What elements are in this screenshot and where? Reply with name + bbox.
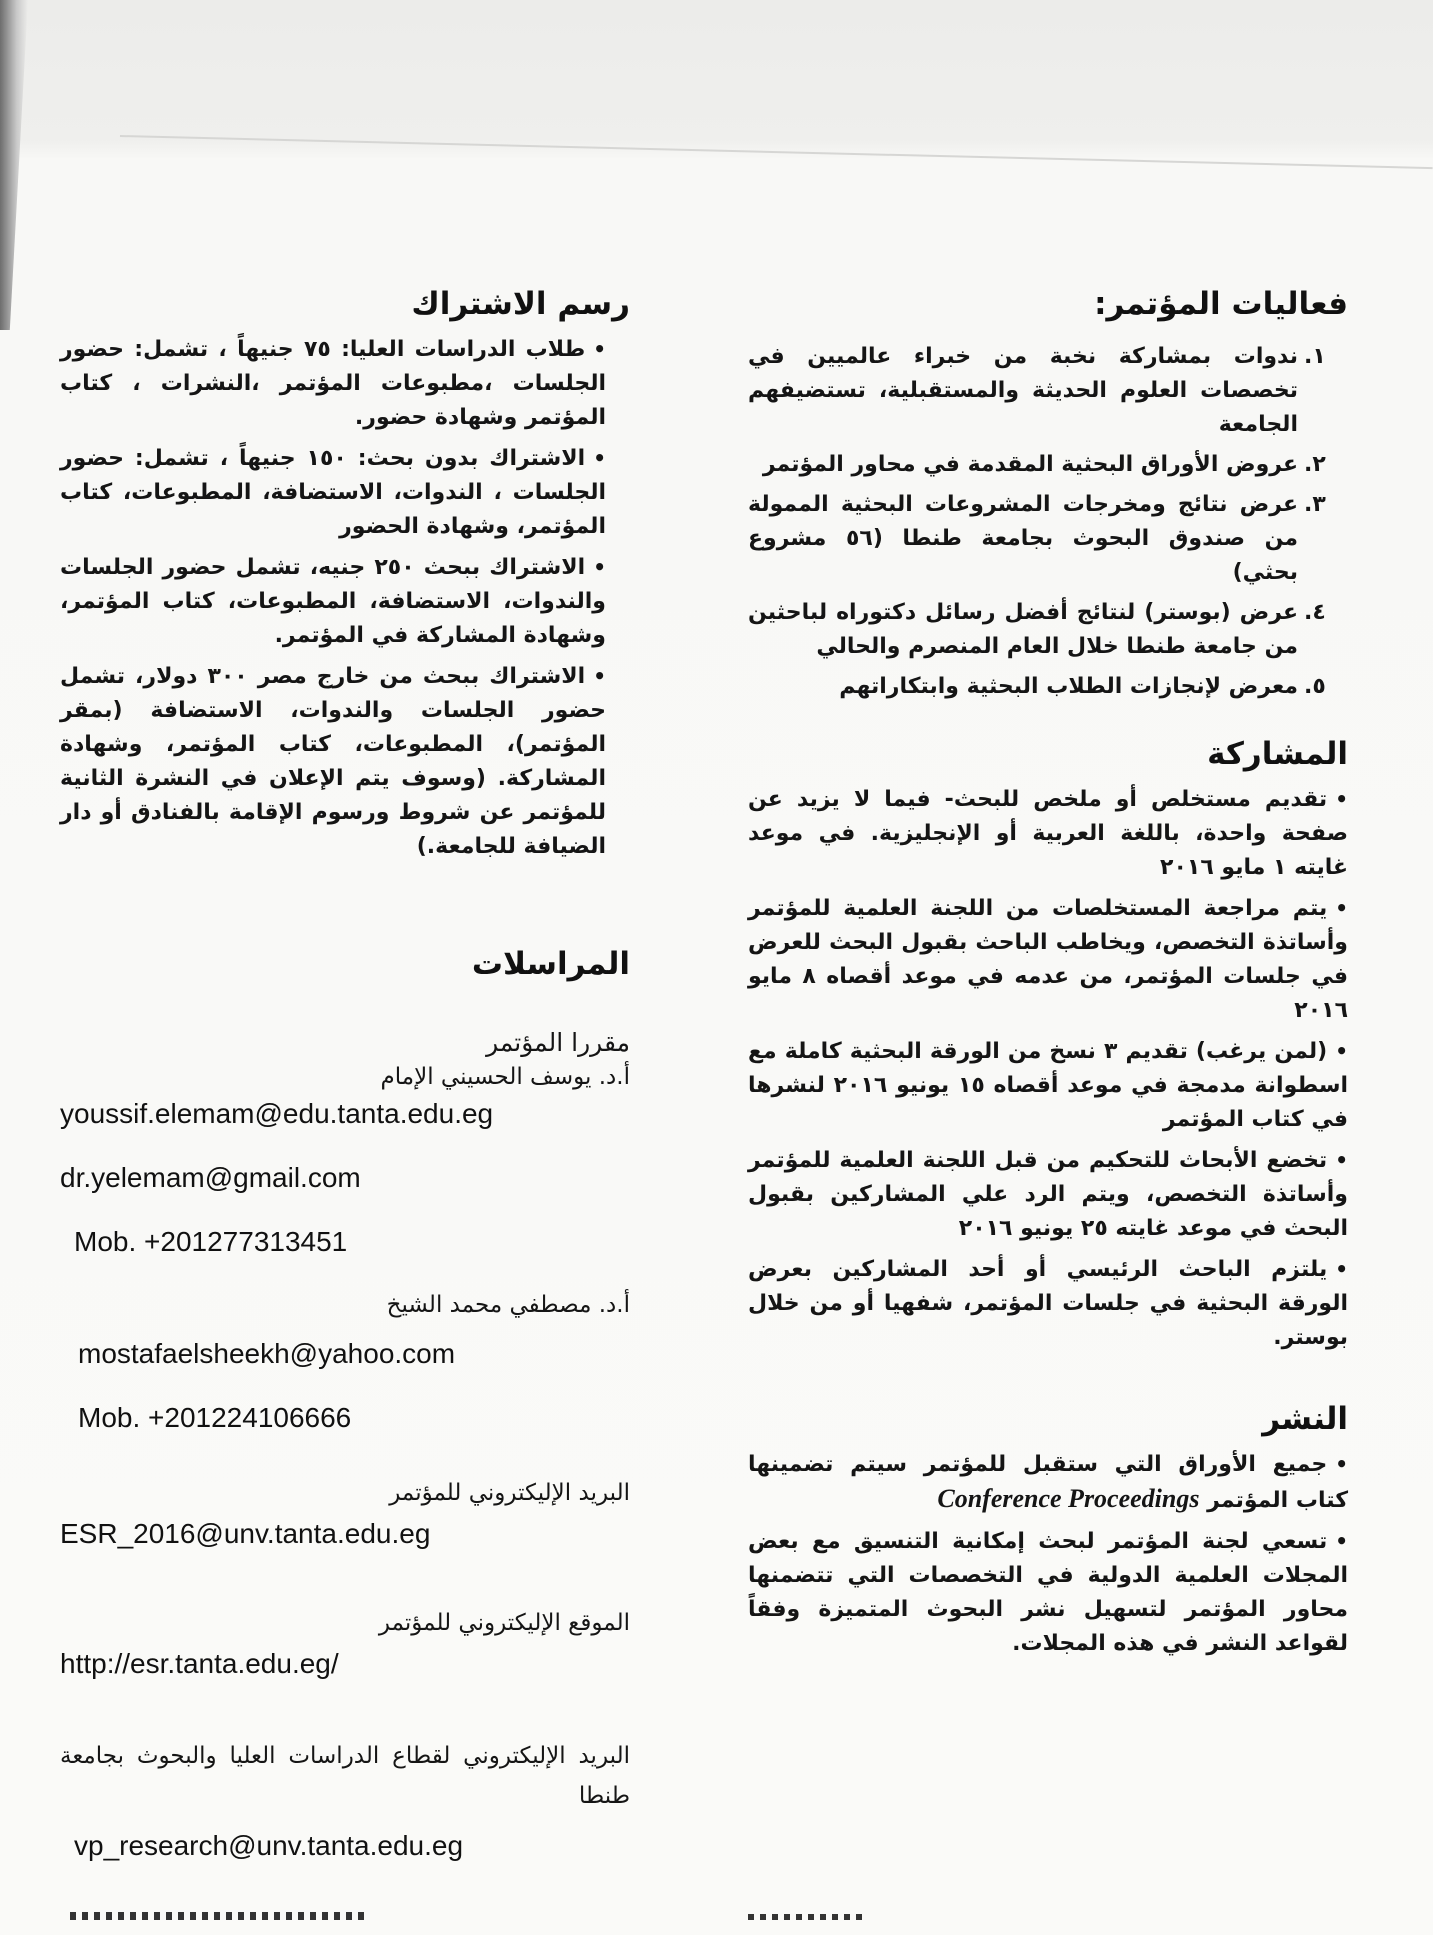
correspondence-heading: المراسلات <box>471 946 630 982</box>
activity-item <box>748 448 1326 482</box>
conference-website: http://esr.tanta.edu.eg/ <box>60 1648 339 1679</box>
fee-item: • الاشتراك ببحث ٢٥٠ جنيه، تشمل حضور الجلسات والندوات، الاستضافة، المطبوعات، كتاب المؤتمر، وشهادة المشاركة في المؤتمر. <box>60 550 630 653</box>
publishing-heading: النشر <box>1262 1401 1348 1437</box>
fees-heading: رسم الاشتراك <box>411 286 630 322</box>
activity-text: عروض الأوراق البحثية المقدمة في محاور المؤتمر <box>762 452 1298 477</box>
item-number: ٤. <box>1304 600 1326 625</box>
publishing-text: جميع الأوراق التي ستقبل للمؤتمر سيتم تضمينها كتاب المؤتمر <box>748 1452 1348 1513</box>
conference-email: ESR_2016@unv.tanta.edu.eg <box>60 1518 431 1549</box>
activity-text: معرض لإنجازات الطلاب البحثية وابتكاراتهم <box>839 674 1298 699</box>
fee-item: • طلاب الدراسات العليا: ٧٥ جنيهاً ، تشمل: حضور الجلسات ،مطبوعات المؤتمر ،النشرات ، كتاب المؤتمر وشهادة حضور. <box>60 332 630 435</box>
activities-heading: فعاليات المؤتمر: <box>1094 286 1348 322</box>
page-edge-shadow <box>0 0 28 330</box>
activities-list <box>748 340 1348 704</box>
participation-list <box>748 782 1348 1355</box>
publishing-item <box>748 1447 1348 1518</box>
publishing-item: • تسعي لجنة المؤتمر لبحث إمكانية التنسيق مع بعض المجلات العلمية الدولية في التخصصات التي تتضمنها محاور المؤتمر لتسهيل نشر البحوث المتميزة وفقاً لقواعد النشر في هذه المجلات. <box>748 1524 1348 1661</box>
rapporteur-2-email: mostafaelsheekh@yahoo.com <box>78 1338 456 1369</box>
activity-item <box>748 596 1326 664</box>
left-column <box>60 282 630 1892</box>
activity-text: عرض نتائج ومخرجات المشروعات البحثية الممولة من صندوق البحوث بجامعة طنطا (٥٦ مشروع بحثي) <box>748 492 1299 585</box>
conference-email-label: البريد الإليكتروني للمؤتمر <box>389 1480 630 1506</box>
activity-text: ندوات بمشاركة نخبة من خبراء عالميين في تخصصات العلوم الحديثة والمستقبلية، تستضيفهم الجامعة <box>748 344 1298 437</box>
fee-item: • الاشتراك بدون بحث: ١٥٠ جنيهاً ، تشمل: حضور الجلسات ، الندوات، الاستضافة، المطبوعات، كتاب المؤتمر، وشهادة الحضور <box>60 441 630 544</box>
activity-text: عرض (بوستر) لنتائج أفضل رسائل دكتوراه لباحثين من جامعة طنطا خلال العام المنصرم والحالي <box>748 600 1298 659</box>
conference-website-label: الموقع الإليكتروني للمؤتمر <box>378 1610 630 1636</box>
proceedings-term: Conference Proceedings <box>937 1484 1200 1513</box>
participation-item: • تقديم مستخلص أو ملخص للبحث- فيما لا يزيد عن صفحة واحدة، باللغة العربية أو الإنجليزية. في موعد غايته ١ مايو ٢٠١٦ <box>748 782 1348 885</box>
rapporteur-1-email: youssif.elemam@edu.tanta.edu.eg <box>60 1098 494 1129</box>
rapporteur-2-mobile: Mob. +201224106666 <box>78 1402 352 1433</box>
fee-item: • الاشتراك ببحث من خارج مصر ٣٠٠ دولار، تشمل حضور الجلسات والندوات، الاستضافة (بمقر المؤتمر)، المطبوعات، كتاب المؤتمر، وشهادة المشاركة. (وسوف يتم الإعلان في النشرة الثانية للمؤتمر عن شروط ورسوم الإقامة بالفنادق أو دار الضيافة للجامعة.) <box>60 659 630 864</box>
activity-item <box>748 488 1326 590</box>
vp-email-label: البريد الإليكتروني لقطاع الدراسات العليا والبحوث بجامعة طنطا <box>60 1743 630 1809</box>
fold-line <box>120 135 1433 169</box>
participation-item: • تخضع الأبحاث للتحكيم من قبل اللجنة العلمية للمؤتمر وأساتذة التخصص، ويتم الرد علي المشاركين بقبول البحث في موعد غايته ٢٥ يونيو ٢٠١٦ <box>748 1143 1348 1246</box>
footer-decoration <box>748 1914 868 1920</box>
item-number: ٣. <box>1304 492 1326 517</box>
activity-item <box>748 670 1326 704</box>
footer-decoration <box>70 1912 370 1920</box>
participation-item: • يتم مراجعة المستخلصات من اللجنة العلمية للمؤتمر وأساتذة التخصص، ويخاطب الباحث بقبول البحث للعرض في جلسات المؤتمر، من عدمه في موعد أقصاه ٨ مايو ٢٠١٦ <box>748 891 1348 1028</box>
participation-heading: المشاركة <box>1207 736 1348 772</box>
participation-item: • (لمن يرغب) تقديم ٣ نسخ من الورقة البحثية كاملة مع اسطوانة مدمجة في موعد أقصاه ١٥ يونيو ٢٠١٦ لنشرها في كتاب المؤتمر <box>748 1034 1348 1137</box>
vp-email: vp_research@unv.tanta.edu.eg <box>74 1830 464 1861</box>
right-column <box>748 282 1348 1667</box>
rapporteur-2-name: أ.د. مصطفي محمد الشيخ <box>386 1292 630 1318</box>
rapporteur-1-name: أ.د. يوسف الحسيني الإمام <box>380 1064 630 1090</box>
publishing-list <box>748 1447 1348 1661</box>
item-number: ٥. <box>1304 674 1326 699</box>
rapporteur-1-email-2: dr.yelemam@gmail.com <box>60 1162 361 1193</box>
item-number: ١. <box>1304 344 1326 369</box>
rapporteur-1-mobile: Mob. +201277313451 <box>74 1226 348 1257</box>
rapporteurs-label: مقررا المؤتمر <box>486 1028 630 1057</box>
fees-list <box>60 332 630 864</box>
activity-item <box>748 340 1326 442</box>
item-number: ٢. <box>1304 452 1326 477</box>
participation-item: • يلتزم الباحث الرئيسي أو أحد المشاركين بعرض الورقة البحثية في جلسات المؤتمر، شفهيا أو من خلال بوستر. <box>748 1252 1348 1355</box>
